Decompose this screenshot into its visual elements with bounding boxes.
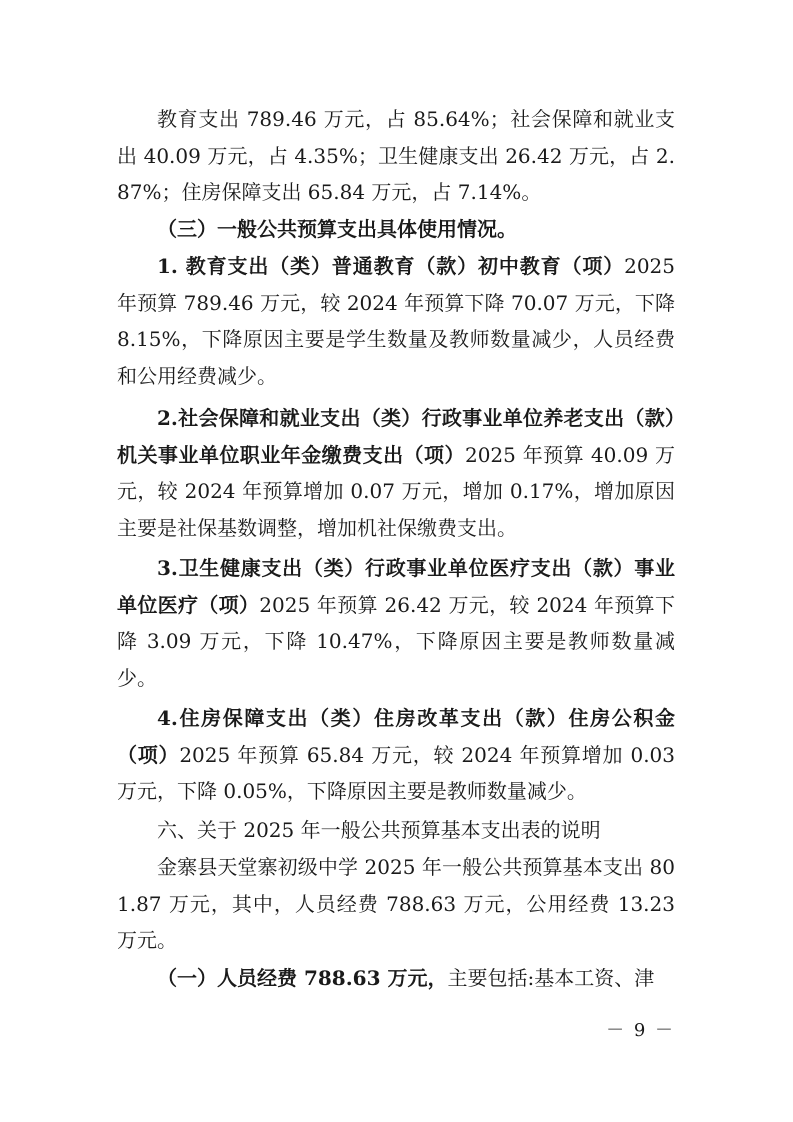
paragraph-basic-expense: 金寨县天堂寨初级中学 2025 年一般公共预算基本支出 801.87 万元，其中，人员经费 788.63 万元，公用经费 13.23 万元。	[117, 855, 675, 952]
item-3-lead: 3.卫生健康支出（类）行政事业单位医疗支出（款）事业单位医疗（项）	[117, 556, 675, 617]
paragraph-item-2	[117, 400, 675, 546]
paragraph-personnel-expense	[117, 960, 675, 997]
section-heading-6: 六、关于 2025 年一般公共预算基本支出表的说明	[157, 818, 601, 842]
section-heading-3: （三）一般公共预算支出具体使用情况。	[157, 217, 517, 241]
paragraph-item-3	[117, 550, 675, 696]
personnel-expense-lead: （一）人员经费 788.63 万元，	[157, 966, 448, 990]
item-3-text: 2025 年预算 26.42 万元，较 2024 年预算下降 3.09 万元，下降 10.47%，下降原因主要是教师数量减少。	[117, 592, 676, 690]
item-1-lead: 1. 教育支出（类）普通教育（款）初中教育（项）	[157, 254, 625, 278]
item-2-lead: 2.社会保障和就业支出（类）行政事业单位养老支出（款）机关事业单位职业年金缴费支出（项）	[117, 406, 675, 467]
item-4-lead: 4.住房保障支出（类）住房改革支出（款）住房公积金（项）	[117, 706, 675, 767]
item-2-text: 2025 年预算 40.09 万元，较 2024 年预算增加 0.07 万元，增加 0.17%，增加原因主要是社保基数调整，增加机社保缴费支出。	[117, 442, 676, 540]
item-4-text: 2025 年预算 65.84 万元，较 2024 年预算增加 0.03 万元，下降 0.05%，下降原因主要是教师数量减少。	[117, 742, 675, 803]
paragraph-item-4	[117, 700, 675, 810]
personnel-expense-text: 主要包括:基本工资、津	[447, 966, 655, 990]
item-1-text: 2025 年预算 789.46 万元，较 2024 年预算下降 70.07 万元，下降 8.15%，下降原因主要是学生数量及教师数量减少，人员经费和公用经费减少。	[117, 254, 675, 388]
page-number: － 9 －	[606, 1020, 675, 1041]
paragraph-item-1	[117, 248, 675, 394]
paragraph-expense-shares: 教育支出 789.46 万元，占 85.64%；社会保障和就业支出 40.09 万元，占 4.35%；卫生健康支出 26.42 万元，占 2.87%；住房保障支出 65.84 万元，占 7.14%。	[117, 107, 675, 204]
